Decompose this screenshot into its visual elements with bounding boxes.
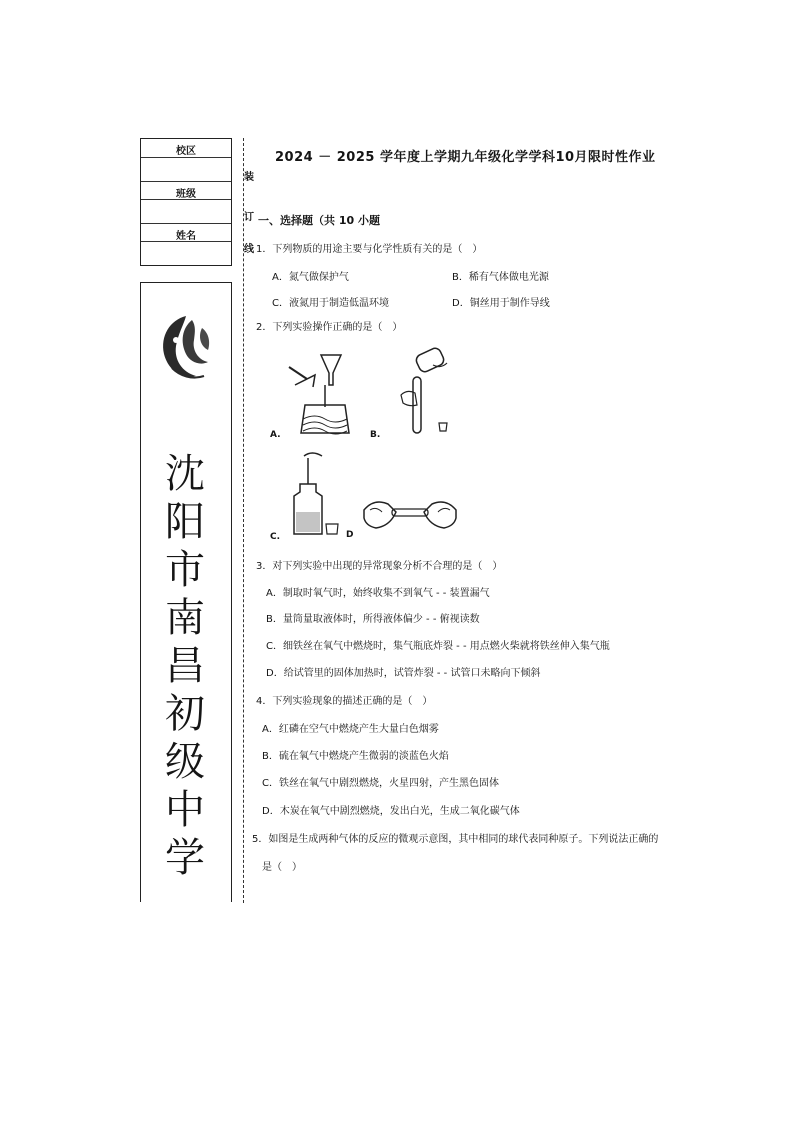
question-1-stem: 1．下列物质的用途主要与化学性质有关的是（ ） [256, 244, 483, 255]
question-1-option-d: D．铜丝用于制作导线 [452, 298, 550, 309]
table-divider [141, 241, 231, 242]
question-4-option-a: A．红磷在空气中燃烧产生大量白色烟雾 [262, 724, 439, 735]
school-name-char: 市 [165, 547, 205, 593]
figure-label-b: B. [370, 430, 381, 440]
section-title: 一、选择题（共 10 小题 [258, 214, 380, 227]
page-title: 2024 － 2025 学年度上学期九年级化学学科10月限时性作业 [275, 150, 656, 165]
school-name-char: 南 [165, 595, 205, 641]
school-name [150, 450, 220, 882]
school-name-char: 学 [165, 835, 205, 881]
figure-label-c: C. [270, 532, 281, 542]
question-4-stem: 4．下列实验现象的描述正确的是（ ） [256, 696, 433, 707]
question-4-option-d: D．木炭在氧气中剧烈燃烧，发出白光，生成二氧化碳气体 [262, 806, 520, 817]
campus-label: 校区 [176, 146, 196, 157]
figure-d-hands-tube [360, 490, 460, 540]
question-5-stem-continued: 是（ ） [262, 862, 302, 873]
question-4-option-c: C．铁丝在氧气中剧烈燃烧，火星四射，产生黑色固体 [262, 778, 499, 789]
figure-b-pouring [395, 345, 465, 440]
question-2-stem: 2．下列实验操作正确的是（ ） [256, 322, 403, 333]
table-divider [141, 223, 231, 224]
school-name-char: 中 [165, 787, 205, 833]
school-logo-icon [152, 310, 220, 385]
question-4-option-b: B．硫在氧气中燃烧产生微弱的淡蓝色火焰 [262, 751, 449, 762]
figure-c-gas-bottle [282, 448, 352, 543]
school-name-char: 昌 [165, 643, 205, 689]
school-name-char: 级 [165, 739, 205, 785]
question-3-stem: 3．对下列实验中出现的异常现象分析不合理的是（ ） [256, 561, 503, 572]
figure-label-a: A. [270, 430, 281, 440]
table-divider [141, 199, 231, 200]
question-1-option-b: B．稀有气体做电光源 [452, 272, 549, 283]
binding-mark-xian: 线 [244, 244, 254, 255]
question-3-option-b: B．量筒量取液体时，所得液体偏少 - - 俯视读数 [266, 614, 480, 625]
question-1-option-a: A．氮气做保护气 [272, 272, 349, 283]
question-3-option-a: A．制取时氧气时，始终收集不到氧气 - - 装置漏气 [266, 588, 490, 599]
class-label: 班级 [176, 189, 196, 200]
binding-mark-zhuang: 装 [244, 172, 254, 183]
binding-mark-ding: 订 [244, 212, 254, 223]
question-3-option-d: D．给试管里的固体加热时，试管炸裂 - - 试管口未略向下倾斜 [266, 668, 541, 679]
table-divider [141, 157, 231, 158]
school-name-char: 初 [165, 691, 205, 737]
table-divider [141, 181, 231, 182]
question-3-option-c: C．细铁丝在氧气中燃烧时，集气瓶底炸裂 - - 用点燃火柴就将铁丝伸入集气瓶 [266, 641, 610, 652]
question-5-stem: 5．如图是生成两种气体的反应的微观示意图，其中相同的球代表同种原子。下列说法正确的 [252, 834, 659, 845]
student-info-table [140, 138, 232, 266]
question-1-option-c: C．液氮用于制造低温环境 [272, 298, 389, 309]
name-label: 姓名 [176, 231, 196, 242]
figure-a-filtration [285, 345, 360, 440]
figure-label-d: D [346, 530, 354, 540]
school-name-char: 沈 [165, 451, 205, 497]
school-name-char: 阳 [165, 499, 205, 545]
